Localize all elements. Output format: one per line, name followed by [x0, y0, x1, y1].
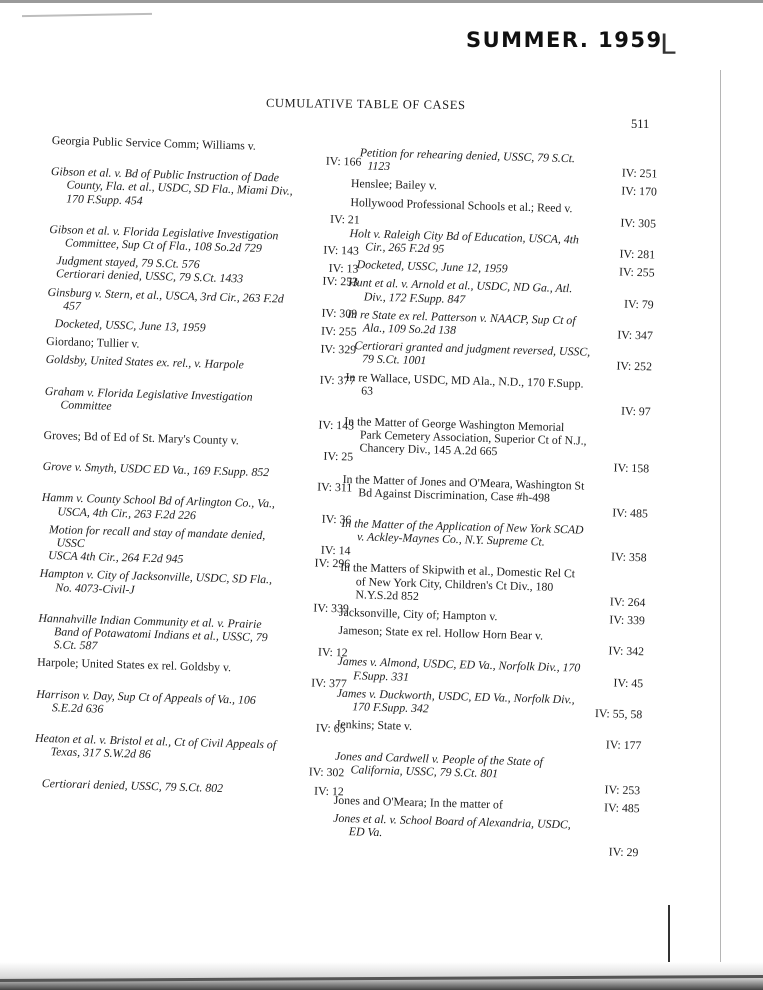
- volume-page-ref: IV: 65: [315, 720, 346, 736]
- case-title: Harpole; United States ex rel. Goldsby v.: [37, 655, 232, 675]
- issue-stamp: SUMMER. 1959: [466, 28, 663, 52]
- case-entry: [39, 567, 350, 615]
- volume-page-ref: IV: 79: [623, 296, 654, 312]
- case-entry: [43, 429, 354, 464]
- volume-page-ref: IV: 309: [321, 305, 358, 321]
- case-title: Grove v. Smyth, USDC ED Va., 169 F.Supp. 852: [42, 459, 270, 480]
- case-history-text: Docketed, USSC, June 13, 1959: [54, 316, 206, 335]
- volume-page-ref: IV: 13: [328, 261, 359, 276]
- case-entry: [334, 749, 641, 797]
- case-title: Hannahville Indian Community et al. v. Prairie Band of Potawatomi Indians et al., USSC, 79 S.Ct. 587: [38, 610, 268, 653]
- volume-page-ref: IV: 29: [608, 844, 639, 860]
- case-entry: [332, 812, 639, 860]
- case-entry: [35, 687, 346, 735]
- case-history-text: Certiorari denied, USSC, 79 S.Ct. 802: [41, 775, 224, 795]
- case-title: Gibson et al. v. Florida Legislative Investigation Committee, Sup Ct of Fla., 108 So.2d 729: [49, 221, 279, 255]
- case-title: In the Matter of the Application of New York SCAD v. Ackley-Maynes Co., N.Y. Supreme Ct.: [341, 515, 584, 549]
- case-entry: [345, 371, 652, 419]
- volume-page-ref: IV: 21: [329, 211, 360, 227]
- case-history-text: Docketed, USSC, June 12, 1959: [356, 257, 508, 276]
- volume-page-ref: IV: 12: [313, 783, 344, 798]
- volume-page-ref: IV: 377: [311, 675, 347, 691]
- volume-page-ref: IV: 311: [316, 479, 353, 495]
- case-title: Henslee; Bailey v.: [350, 176, 438, 193]
- case-history-text: USCA 4th Cir., 264 F.2d 945: [48, 548, 184, 567]
- volume-page-ref: IV: 281: [619, 246, 656, 262]
- case-entry: [335, 718, 642, 753]
- case-title: Jenkins; State v.: [335, 717, 413, 734]
- case-title: Holt v. Raleigh City Bd of Education, USCA, 4th Cir., 265 F.2d 95: [349, 225, 580, 256]
- case-entry: [343, 415, 650, 476]
- case-entry: [336, 687, 643, 722]
- volume-page-ref: IV: 347: [617, 327, 654, 343]
- volume-page-ref: IV: 12: [317, 644, 348, 660]
- case-entry: [50, 165, 361, 226]
- volume-page-ref: IV: 253: [604, 782, 641, 797]
- case-entry: [349, 227, 656, 262]
- volume-page-ref: IV: 158: [613, 460, 650, 476]
- case-title: Jones and Cardwell v. People of the State of California, USSC, 79 S.Ct. 801: [334, 748, 544, 781]
- volume-page-ref: IV: 177: [605, 737, 642, 753]
- volume-page-ref: IV: 253: [322, 274, 359, 290]
- case-entry: [350, 196, 657, 231]
- volume-page-ref: IV: 302: [308, 764, 345, 780]
- corner-mark: ᒪ: [660, 28, 676, 61]
- case-title: Ginsburg v. Stern, et al., USCA, 3rd Cir., 263 F.2d 457: [47, 284, 284, 313]
- scan-edge-top: [0, 0, 763, 3]
- case-entry: [347, 308, 654, 343]
- case-title: Goldsby, United States ex. rel., v. Harpole: [45, 352, 245, 372]
- volume-page-ref: IV: 296: [314, 555, 351, 571]
- volume-page-ref: IV: 485: [603, 800, 640, 816]
- scan-margin-line: [720, 70, 721, 970]
- volume-page-ref: IV: 377: [319, 373, 356, 388]
- volume-page-ref: IV: 339: [609, 612, 646, 628]
- case-entry: [38, 612, 349, 660]
- case-title: Hollywood Professional Schools et al.; Reed v.: [350, 194, 573, 215]
- case-title: Georgia Public Service Comm; Williams v.: [51, 133, 257, 153]
- volume-page-ref: IV: 255: [320, 323, 357, 339]
- left-column: [34, 134, 362, 803]
- case-entry: [51, 134, 362, 169]
- volume-page-ref: IV: 339: [313, 600, 350, 616]
- case-entry: [42, 460, 353, 495]
- case-history-text: Certiorari denied, USSC, 79 S.Ct. 1433: [55, 266, 244, 286]
- volume-page-ref: IV: 45: [613, 675, 644, 691]
- volume-page-ref: IV: 143: [323, 242, 360, 258]
- volume-page-ref: IV: 14: [320, 542, 351, 558]
- case-entry: [37, 656, 348, 691]
- case-title: James v. Almond, USDC, ED Va., Norfolk Div., 170 F.Supp. 331: [337, 654, 581, 684]
- volume-page-ref: IV: 251: [621, 165, 658, 181]
- case-title: Giordano; Tullier v.: [46, 334, 140, 351]
- case-entry: [341, 517, 648, 565]
- scan-scratch: [22, 13, 152, 17]
- case-title: In the Matters of Skipwith et al., Domestic Rel Ct of New York City, Children's Ct Div., 180 N.Y.S.2d 852: [340, 560, 576, 603]
- volume-page-ref: IV: 55, 58: [594, 706, 643, 722]
- case-title: Hampton v. City of Jacksonville, USDC, SD Fla., No. 4073-Civil-J: [39, 566, 273, 597]
- case-title: Jones and O'Meara; In the matter of: [333, 792, 504, 812]
- case-entry: [342, 473, 649, 521]
- case-title: Graham v. Florida Legislative Investigation Committee: [44, 383, 253, 413]
- case-history-text: Motion for recall and stay of mandate denied, USSC: [48, 521, 266, 551]
- volume-page-ref: IV: 305: [620, 215, 657, 231]
- case-title: Jameson; State ex rel. Hollow Horn Bear v.: [338, 623, 544, 643]
- volume-page-ref: IV: 170: [621, 183, 658, 199]
- volume-page-ref: IV: 255: [618, 264, 655, 280]
- volume-page-ref: IV: 252: [616, 358, 653, 374]
- case-title: In the Matter of George Washington Memorial Park Cemetery Association, Superior Ct of N.J., Chancery Div., 145 A.2d 665: [344, 413, 587, 459]
- case-entry: [49, 223, 360, 258]
- case-entry: [41, 491, 352, 526]
- volume-page-ref: IV: 97: [620, 403, 651, 419]
- volume-page-ref: IV: 358: [610, 549, 647, 565]
- case-history-text: Judgment stayed, 79 S.Ct. 576: [56, 253, 200, 272]
- case-title: Hunt et al. v. Arnold et al., USDC, ND Ga., Atl. Div., 172 F.Supp. 847: [347, 275, 573, 306]
- volume-page-ref: IV: 329: [320, 341, 357, 357]
- case-title: Groves; Bd of Ed of St. Mary's County v.: [43, 427, 240, 448]
- case-entry: [34, 732, 345, 780]
- case-title: In re State ex rel. Patterson v. NAACP, Sup Ct of Ala., 109 So.2d 138: [347, 306, 576, 338]
- case-title: Harrison v. Day, Sup Ct of Appeals of Va., 106 S.E.2d 636: [36, 686, 256, 716]
- case-entry: [45, 353, 356, 388]
- volume-page-ref: IV: 166: [325, 153, 362, 169]
- case-history-text: Petition for rehearing denied, USSC, 79 S.Ct. 1123: [359, 145, 576, 174]
- case-title: Gibson et al. v. Bd of Public Instruction of Dade County, Fla. et al., USDC, SD Fla., Miami Div., 170 F.Supp. 454: [50, 164, 293, 208]
- volume-page-ref: IV: 25: [323, 448, 354, 464]
- volume-page-ref: IV: 485: [612, 505, 649, 521]
- case-title: James v. Duckworth, USDC, ED Va., Norfolk Div., 170 F.Supp. 342: [336, 685, 575, 716]
- case-history-text: Certiorari granted and judgment reversed, USSC, 79 S.Ct. 1001: [354, 338, 591, 368]
- volume-page-ref: IV: 36: [321, 511, 352, 527]
- page-title: CUMULATIVE TABLE OF CASES: [265, 95, 466, 113]
- case-entry: [339, 561, 646, 609]
- page-number: 511: [631, 117, 650, 131]
- case-title: Jones et al. v. School Board of Alexandria, USDC, ED Va.: [333, 810, 571, 840]
- case-entry: [338, 624, 645, 659]
- case-title: In re Wallace, USDC, MD Ala., N.D., 170 F.Supp. 63: [345, 369, 584, 398]
- case-title: Hamm v. County School Bd of Arlington Co., Va., USCA, 4th Cir., 263 F.2d 226: [41, 490, 276, 522]
- volume-page-ref: IV: 264: [609, 594, 646, 610]
- volume-page-ref: IV: 342: [608, 643, 645, 659]
- case-title: Jacksonville, City of; Hampton v.: [338, 604, 498, 624]
- case-entry: [337, 655, 644, 690]
- case-entry: [44, 385, 355, 433]
- case-title: In the Matter of Jones and O'Meara, Washington St Bd Against Discrimination, Case #h-498: [342, 471, 585, 505]
- volume-page-ref: IV: 143: [318, 417, 355, 433]
- case-title: Heaton et al. v. Bristol et al., Ct of Civil Appeals of Texas, 317 S.W.2d 86: [34, 730, 277, 762]
